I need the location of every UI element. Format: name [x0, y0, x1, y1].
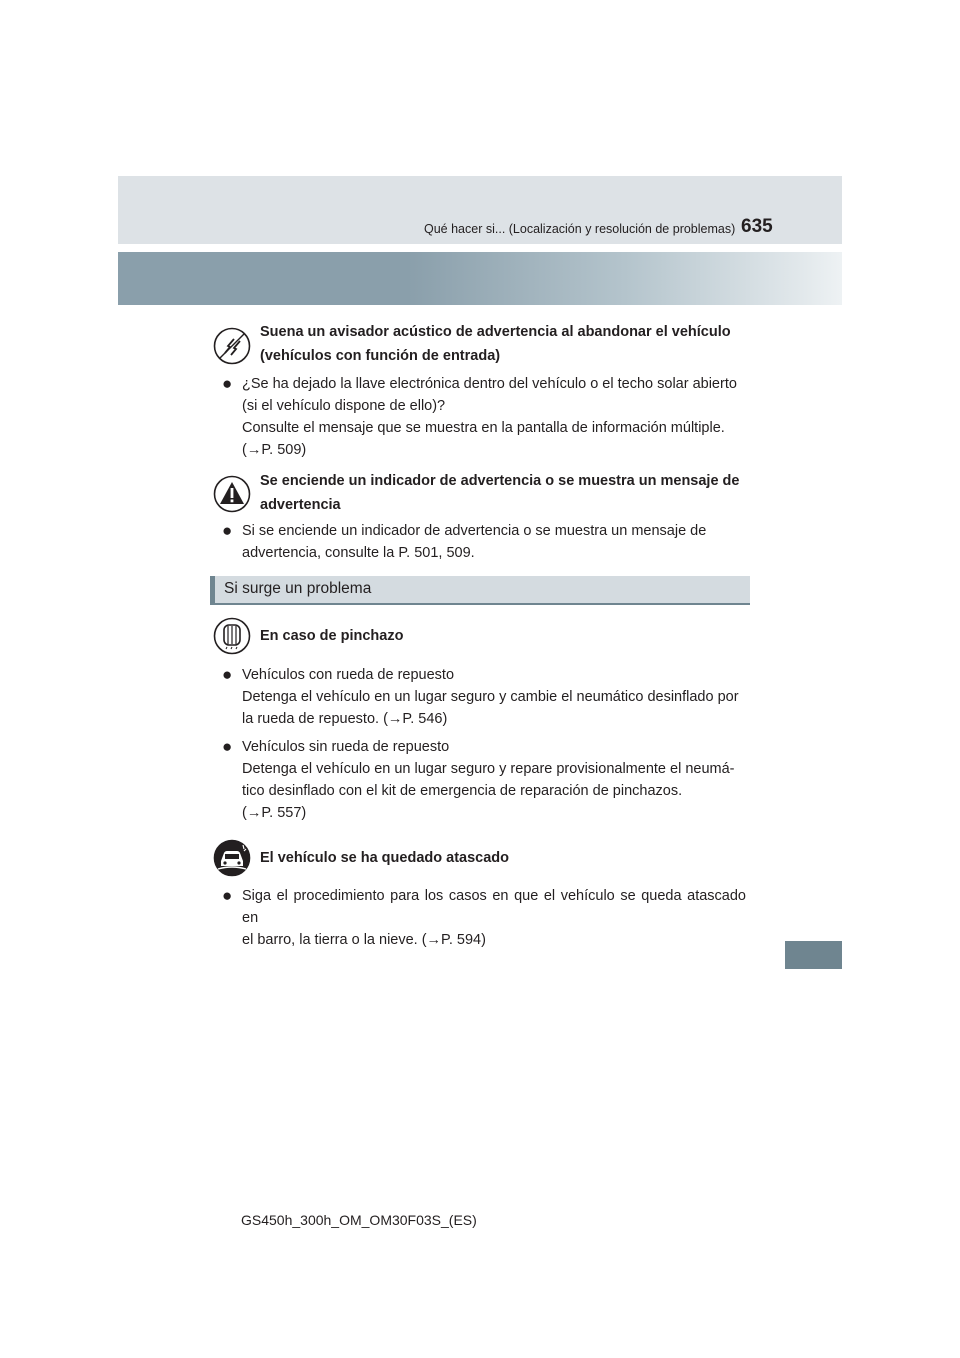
chapter-gradient-bar [118, 252, 842, 305]
section-heading [260, 320, 746, 368]
text-line: Consulte el mensaje que se muestra en la pantalla de información múltiple. [242, 420, 725, 436]
bullet-text [242, 520, 746, 564]
warning-icon [213, 475, 251, 513]
bullet-glyph: ● [222, 737, 233, 756]
text-line: (→P. 509) [242, 442, 307, 458]
section-bar [210, 576, 750, 605]
heading-line: advertencia [260, 497, 341, 513]
bullet-text [242, 373, 746, 461]
heading-line: Se enciende un indicador de advertencia o se muestra un mensaje de [260, 473, 740, 489]
text-line: advertencia, consulte la P. 501, 509. [242, 545, 475, 561]
heading-line: (vehículos con función de entrada) [260, 348, 501, 364]
heading-line: En caso de pinchazo [260, 628, 404, 644]
bullet-text [242, 664, 746, 730]
page-number: 635 [741, 216, 773, 237]
bullet-glyph: ● [222, 521, 233, 540]
bullet-text [242, 885, 746, 951]
header-title: Qué hacer si... (Localización y resolución de problemas) [424, 222, 736, 236]
text-line: Detenga el vehículo en un lugar seguro y cambie el neumático desinflado por [242, 689, 739, 705]
flat-tire-icon [213, 617, 251, 655]
text-line: la rueda de repuesto. (→P. 546) [242, 711, 448, 727]
heading-line: El vehículo se ha quedado atascado [260, 850, 509, 866]
section-heading [260, 469, 746, 517]
text-line: Siga el procedimiento para los casos en que el vehículo se queda atascado en [242, 888, 746, 926]
chapter-side-tab [785, 941, 842, 969]
text-line: Si se enciende un indicador de advertencia o se muestra un mensaje de [242, 523, 707, 539]
alarm-icon [213, 327, 251, 365]
text-line: (→P. 557) [242, 805, 307, 821]
stuck-vehicle-icon [213, 839, 251, 877]
text-line: Vehículos con rueda de repuesto [242, 667, 455, 683]
text-line: el barro, la tierra o la nieve. (→P. 594) [242, 932, 486, 948]
bullet-text [242, 736, 746, 824]
footer-code: GS450h_300h_OM_OM30F03S_(ES) [241, 1212, 477, 1228]
bullet-glyph: ● [222, 374, 233, 393]
text-line: ¿Se ha dejado la llave electrónica dentro del vehículo o el techo solar abierto [242, 376, 737, 392]
text-line: (si el vehículo dispone de ello)? [242, 398, 446, 414]
heading-line: Suena un avisador acústico de advertencia al abandonar el vehículo [260, 324, 731, 340]
section-heading [260, 846, 746, 870]
text-line: tico desinflado con el kit de emergencia de reparación de pinchazos. [242, 783, 683, 799]
bullet-glyph: ● [222, 665, 233, 684]
text-line: Vehículos sin rueda de repuesto [242, 739, 450, 755]
text-line: Detenga el vehículo en un lugar seguro y repare provisionalmente el neumá- [242, 761, 735, 777]
section-title: Si surge un problema [224, 580, 372, 597]
section-heading [260, 624, 746, 648]
bullet-glyph: ● [222, 886, 233, 905]
